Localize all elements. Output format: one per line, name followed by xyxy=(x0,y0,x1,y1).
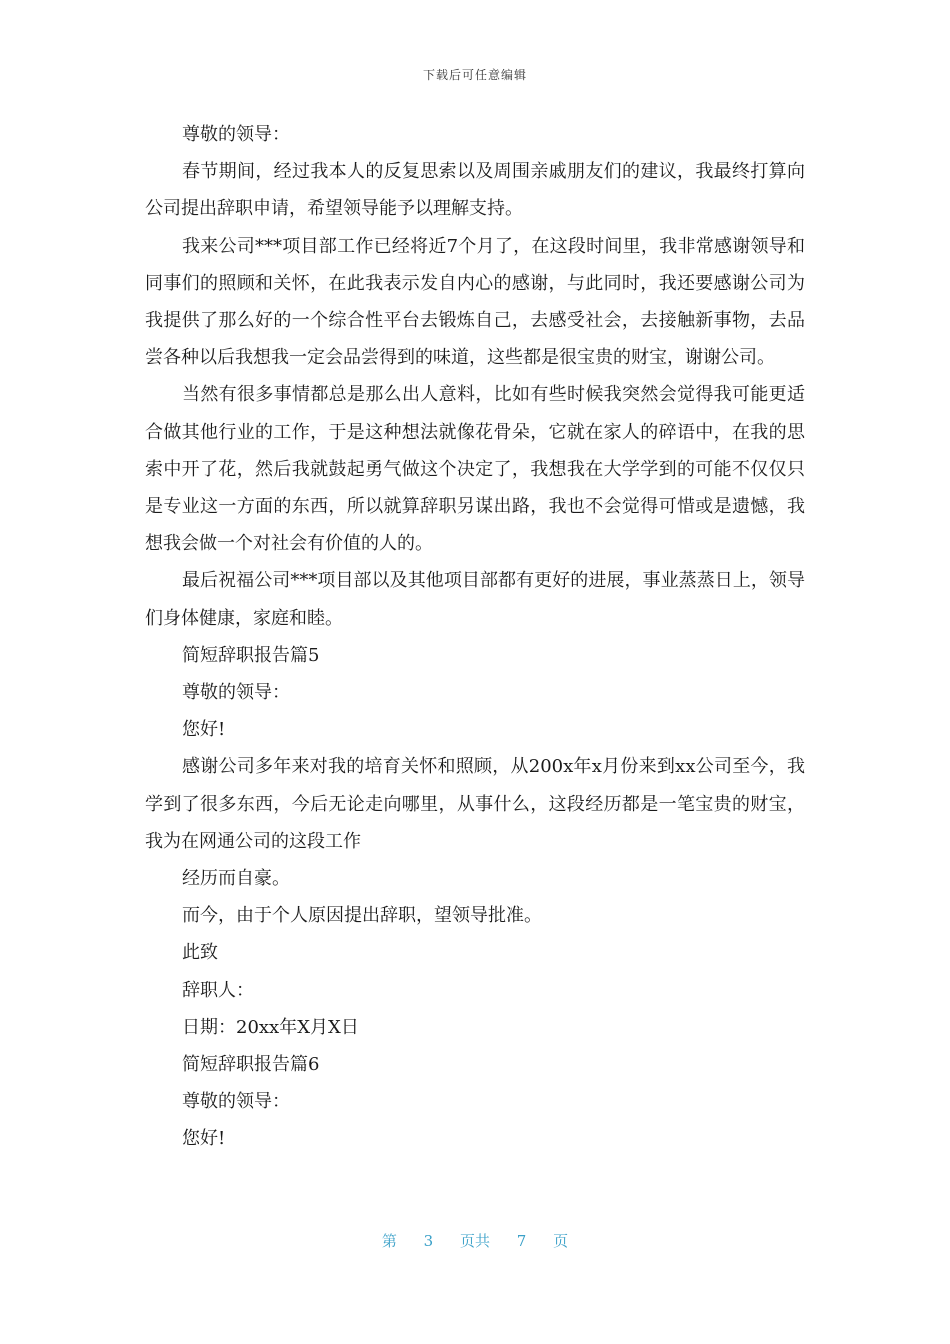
current-page-number: 3 xyxy=(423,1232,434,1250)
closing-5: 此致 xyxy=(182,942,218,964)
paragraph-thanks: 我来公司***项目部工作已经将近7个月了，在这段时间里，我非常感谢领导和同事们的照顾和关怀，在此我表示发自内心的感谢，与此同时，我还要感谢公司为我提供了那么好的一个综合性平台去锻炼自己，去感受社会，去接触新事物，去品尝各种以后我想我一定会品尝得到的味道，这些都是很宝贵的财宝，谢谢公司。 xyxy=(145,235,805,369)
page-mid: 页共 xyxy=(459,1232,490,1250)
salutation: 尊敬的领导： xyxy=(182,124,290,145)
total-pages-number: 7 xyxy=(516,1232,527,1250)
section-heading-6: 简短辞职报告篇6 xyxy=(182,1054,320,1076)
greeting-5: 您好! xyxy=(182,719,226,741)
date-5: 日期：20xx年X月X日 xyxy=(182,1016,359,1038)
header-note: 下载后可任意编辑 xyxy=(422,68,527,82)
document-body xyxy=(145,116,805,1158)
signer-5: 辞职人： xyxy=(182,979,254,1001)
paragraph-pride-5: 经历而自豪。 xyxy=(182,868,290,890)
page-prefix: 第 xyxy=(381,1232,397,1250)
section-heading-5: 简短辞职报告篇5 xyxy=(182,644,320,666)
salutation-6: 尊敬的领导： xyxy=(182,1091,290,1113)
salutation-5: 尊敬的领导： xyxy=(182,682,290,704)
paragraph-intro: 春节期间，经过我本人的反复思索以及周围亲戚朋友们的建议，我最终打算向公司提出辞职申请，希望领导能予以理解支持。 xyxy=(145,161,805,220)
paragraph-reason: 当然有很多事情都总是那么出人意料，比如有些时候我突然会觉得我可能更适合做其他行业的工作，于是这种想法就像花骨朵，它就在家人的碎语中，在我的思索中开了花，然后我就鼓起勇气做这个决定了，我想我在大学学到的可能不仅仅只是专业这一方面的东西，所以就算辞职另谋出路，我也不会觉得可惜或是遗憾，我想我会做一个对社会有价值的人的。 xyxy=(145,384,805,555)
paragraph-request-5: 而今，由于个人原因提出辞职，望领导批准。 xyxy=(182,905,542,927)
page-footer xyxy=(0,1230,950,1251)
paragraph-wishes: 最后祝福公司***项目部以及其他项目部都有更好的进展，事业蒸蒸日上，领导们身体健康，家庭和睦。 xyxy=(145,570,805,629)
greeting-6: 您好! xyxy=(182,1128,226,1150)
paragraph-gratitude-5: 感谢公司多年来对我的培育关怀和照顾，从200x年x月份来到xx公司至今，我学到了很多东西，今后无论走向哪里，从事什么，这段经历都是一笔宝贵的财宝，我为在网通公司的这段工作 xyxy=(145,756,805,852)
page-suffix: 页 xyxy=(553,1232,569,1250)
